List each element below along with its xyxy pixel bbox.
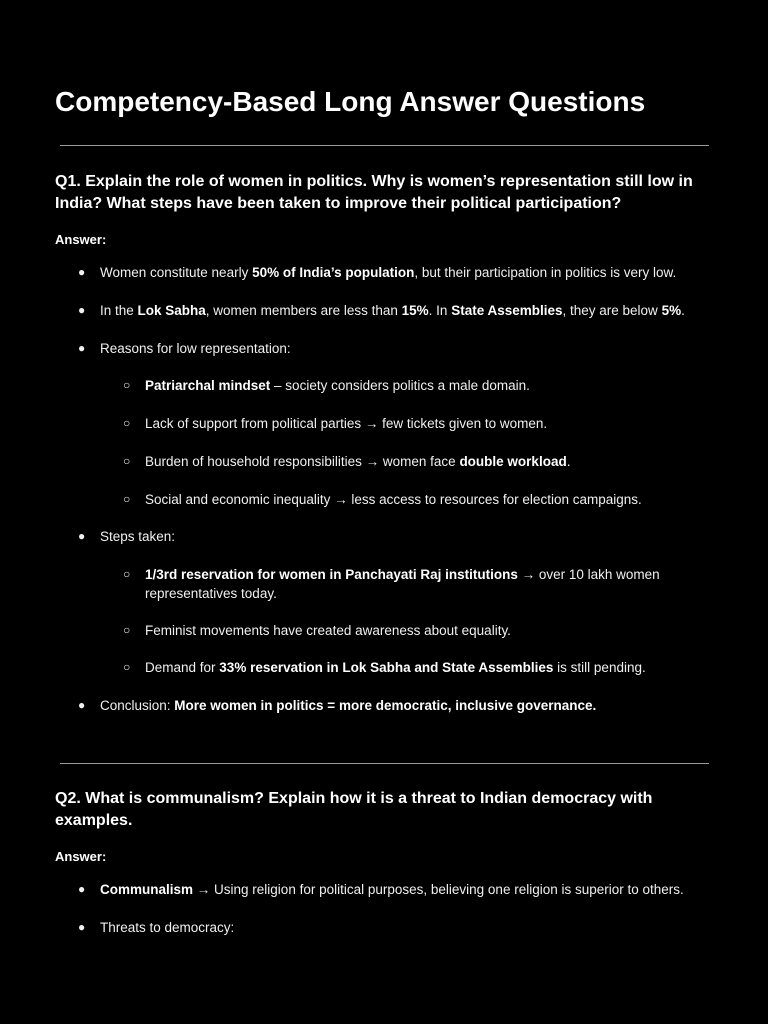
text: . — [681, 303, 685, 318]
list-item — [78, 339, 720, 358]
text: Threats to democracy: — [100, 920, 235, 935]
circle-bullet-icon: ○ — [123, 623, 131, 637]
text: – society considers politics a male domain. — [270, 378, 530, 393]
list-item — [123, 490, 705, 509]
bullet-icon: ● — [78, 920, 86, 934]
text: Steps taken: — [100, 529, 176, 544]
bullet-icon: ● — [78, 698, 86, 712]
text: → Using religion for political purposes, believing one religion is superior to others. — [193, 882, 684, 897]
bold-text: Communalism — [100, 882, 194, 897]
list-item — [123, 621, 705, 640]
text: is still pending. — [553, 660, 646, 675]
page-title: Competency-Based Long Answer Questions — [55, 86, 646, 117]
list-item — [78, 918, 720, 937]
circle-bullet-icon: ○ — [123, 660, 131, 674]
bullet-icon: ● — [78, 882, 86, 896]
list-item — [123, 414, 705, 433]
text: Women constitute nearly — [100, 265, 253, 280]
text: Social and economic inequality → less access to resources for election campaigns. — [145, 492, 642, 507]
bullet-icon: ● — [78, 341, 86, 355]
answer-label: Answer: — [55, 232, 107, 247]
bold-text: 33% reservation in Lok Sabha and State Assemblies — [219, 660, 554, 675]
list-item — [123, 565, 705, 603]
text: , but their participation in politics is very low. — [414, 265, 677, 280]
text: In the — [100, 303, 138, 318]
circle-bullet-icon: ○ — [123, 378, 131, 392]
list-item — [78, 696, 720, 715]
list-item — [78, 880, 720, 899]
list-item — [123, 658, 705, 677]
question-2: Q2. What is communalism? Explain how it is a threat to Indian democracy with examples. — [55, 790, 653, 829]
bold-text: State Assemblies — [451, 303, 563, 318]
list-item — [123, 376, 705, 395]
bold-text: Lok Sabha — [137, 303, 206, 318]
circle-bullet-icon: ○ — [123, 567, 131, 581]
text: . In — [428, 303, 452, 318]
list-item — [78, 527, 720, 546]
text: Demand for — [145, 660, 220, 675]
circle-bullet-icon: ○ — [123, 454, 131, 468]
bold-text: double workload — [459, 454, 567, 469]
divider — [60, 145, 709, 146]
bold-text: 50% of India’s population — [252, 265, 415, 280]
text: Burden of household responsibilities → women face — [145, 454, 460, 469]
text: , women members are less than — [205, 303, 402, 318]
list-item — [123, 452, 705, 471]
circle-bullet-icon: ○ — [123, 416, 131, 430]
question-1: Q1. Explain the role of women in politics. Why is women’s representation still low in India? What steps have been taken to improve their political participation? — [55, 173, 693, 212]
bold-text: Patriarchal mindset — [145, 378, 271, 393]
circle-bullet-icon: ○ — [123, 492, 131, 506]
divider — [60, 763, 709, 764]
text: , they are below — [562, 303, 662, 318]
list-item — [78, 263, 720, 282]
bullet-icon: ● — [78, 265, 86, 279]
text: Conclusion: — [100, 698, 175, 713]
list-item — [78, 301, 720, 320]
bold-text: 15% — [401, 303, 429, 318]
text: → over 10 lakh women representatives today. — [145, 567, 660, 601]
bullet-icon: ● — [78, 529, 86, 543]
bold-text: More women in politics = more democratic, inclusive governance. — [174, 698, 597, 713]
text: Lack of support from political parties → few tickets given to women. — [145, 416, 548, 431]
text: Reasons for low representation: — [100, 341, 291, 356]
text: Feminist movements have created awareness about equality. — [145, 623, 511, 638]
bold-text: 1/3rd reservation for women in Panchayati Raj institutions — [145, 567, 518, 582]
text: . — [566, 454, 571, 469]
bold-text: 5% — [661, 303, 682, 318]
bullet-icon: ● — [78, 303, 86, 317]
answer-label: Answer: — [55, 849, 107, 864]
